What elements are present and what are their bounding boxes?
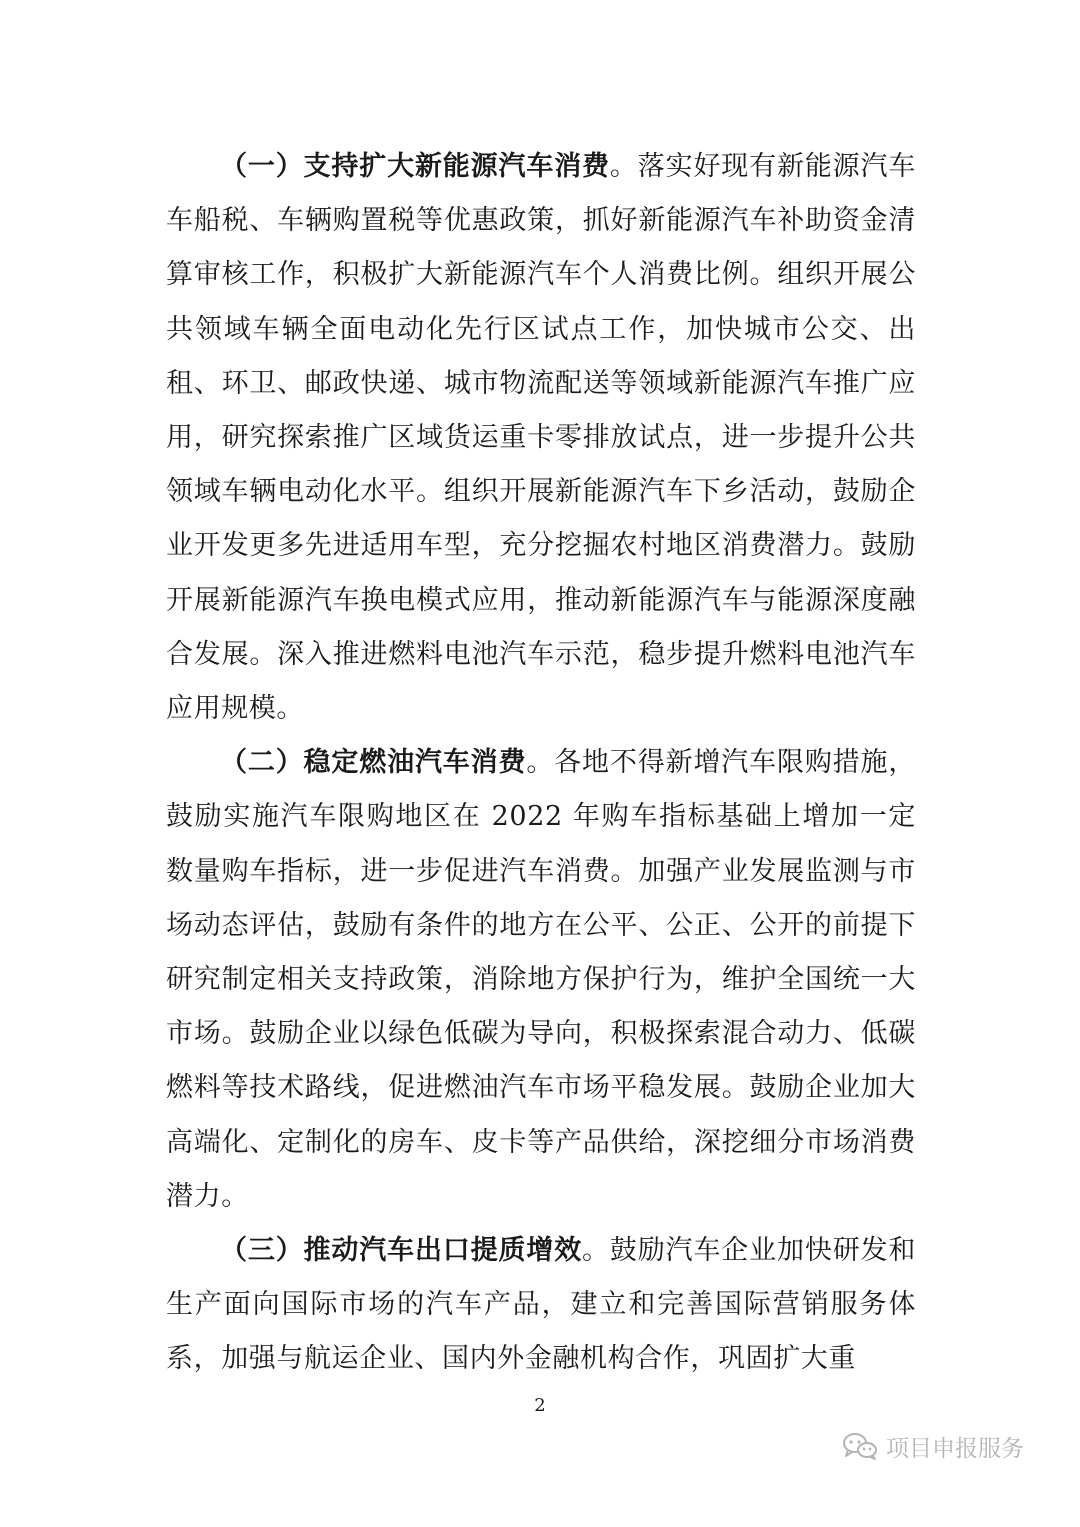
paragraph-1 xyxy=(166,140,916,736)
paragraph-2-heading: （二）稳定燃油汽车消费 xyxy=(220,747,527,779)
paragraph-3 xyxy=(166,1224,916,1387)
document-body xyxy=(166,140,916,1387)
page-number: 2 xyxy=(534,1395,546,1416)
watermark xyxy=(842,1426,1024,1466)
paragraph-2 xyxy=(166,736,916,1224)
paragraph-3-heading: （三）推动汽车出口提质增效 xyxy=(220,1235,583,1267)
watermark-text: 项目申报服务 xyxy=(886,1435,1024,1462)
paragraph-2-text: 。各地不得新增汽车限购措施，鼓励实施汽车限购地区在 2022 年购车指标基础上增加一定数量购车指标，进一步促进汽车消费。加强产业发展监测与市场动态评估，鼓励有条件的地方在公平、公正、公开的前提下研究制定相关支持政策，消除地方保护行为，维护全国统一大市场。鼓励企业以绿色低碳为导向，积极探索混合动力、低碳燃料等技术路线，促进燃油汽车市场平稳发展。鼓励企业加大高端化、定制化的房车、皮卡等产品供给，深挖细分市场消费潜力。 xyxy=(166,747,916,1212)
wechat-icon xyxy=(842,1431,878,1461)
paragraph-1-text: 。落实好现有新能源汽车车船税、车辆购置税等优惠政策，抓好新能源汽车补助资金清算审核工作，积极扩大新能源汽车个人消费比例。组织开展公共领域车辆全面电动化先行区试点工作，加快城市公交、出租、环卫、邮政快递、城市物流配送等领域新能源汽车推广应用，研究探索推广区域货运重卡零排放试点，进一步提升公共领域车辆电动化水平。组织开展新能源汽车下乡活动，鼓励企业开发更多先进适用车型，充分挖掘农村地区消费潜力。鼓励开展新能源汽车换电模式应用，推动新能源汽车与能源深度融合发展。深入推进燃料电池汽车示范，稳步提升燃料电池汽车应用规模。 xyxy=(166,151,916,725)
paragraph-3-text: 。鼓励汽车企业加快研发和生产面向国际市场的汽车产品，建立和完善国际营销服务体系，加强与航运企业、国内外金融机构合作，巩固扩大重 xyxy=(166,1235,916,1375)
paragraph-1-heading: （一）支持扩大新能源汽车消费 xyxy=(220,151,610,182)
